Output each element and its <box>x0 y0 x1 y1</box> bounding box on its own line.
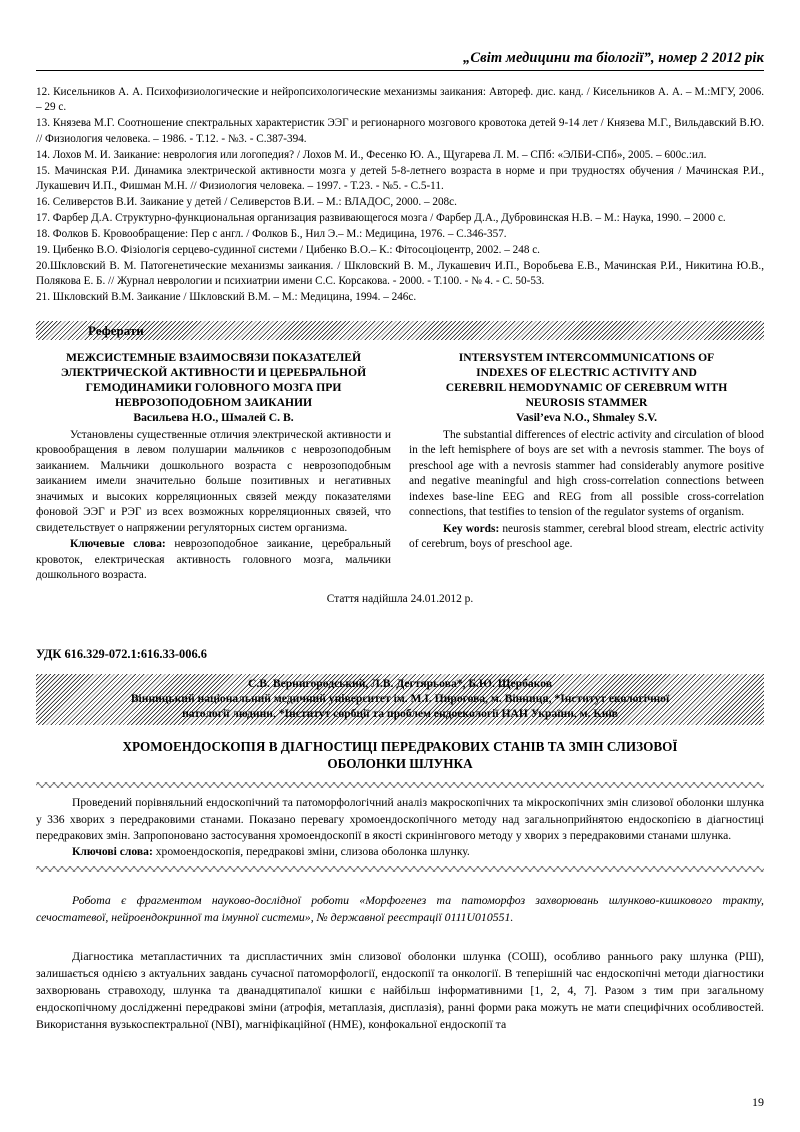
abstract-title-line: INDEXES OF ELECTRIC ACTIVITY AND <box>476 365 697 379</box>
article-abstract-text: Проведений порівняльний ендоскопічний та патоморфологічний аналіз макроскопічних та мікроскопічних змін слизової оболонки шлунка у 336 хворих з передраковими станами. Показано перевагу хромоендоскопічного методу над загальноприйнятою ендоскопією в діагностиці передракових змін. Запропоновано застосування хромоендоскопії в якості скринінгового методу у хворих з передраковими станами шлунка. <box>36 796 764 842</box>
reference-item: 17. Фарбер Д.А. Структурно-функциональная организация развивающегося мозга / Фарбер Д.А., Дубровинская Н.В. – М.: Наука, 1990. – 2000 с. <box>36 212 726 225</box>
keywords-text-ru: неврозоподобное заикание, церебральный кровоток, електрическая активность головного мозга, мальчики дошкольного возраста. <box>36 538 391 582</box>
reference-item: 14. Лохов М. И. Заикание: неврология или логопедия? / Лохов М. И., Фесенко Ю. А., Щугарева Л. М. – СПб: «ЭЛБИ-СПб», 2005. – 600с.:ил. <box>36 148 707 161</box>
abstract-title-en <box>409 350 764 410</box>
article-body: Діагностика метапластичних та диспластичних змін слизової оболонки шлунка (СОШ), особливо раннього раку шлунка (РШ), залишається однією з актуальних завдань сучасної патоморфології, ендоскопії та онкології. В теперішній час ендоскопічні методи діагностики захворювань стравоходу, шлунка та дванадцятипалої кишки є найбільш інформативними [1, 2, 4, 7]. Разом з тим при загальному ендоскопічному дослідженні передракові зміни (атрофія, метаплазія, дисплазія), ранні форми рака можуть не мати специфічних особливостей. Використання вузькоспектральної (NBI), магніфікаційної (HME), конфокальної ендоскопії та <box>36 949 764 1032</box>
section-band-label: Реферати <box>88 322 144 338</box>
abstract-title-line: НЕВРОЗОПОДОБНОМ ЗАИКАНИИ <box>115 396 312 410</box>
abstract-body-en: The substantial differences of electric activity and circulation of blood in the left hemisphere of boys are set with a nevrosis stammer. The boys of preschool age with a nevrosis stammer had considerably anymore positive and negative meaningful and high cross-correlation connections between indexes base-line EEG and REG from all possible cross-correlation connections, that testifies to tension of the regulator systems of organism. <box>409 428 764 519</box>
abstract-authors-en: Vasil’eva N.O., Shmaley S.V. <box>515 411 658 425</box>
reference-item: 15. Мачинская Р.И. Динамика электрической активности мозга у детей 5-8-летнего возраста в норме и при трудностях обучения / Мачинская Р.И., Лукашевич И.П., Фишман М.Н. // Физиология человека. – 1997. - Т.23. - №5. - С.5-11. <box>36 164 764 193</box>
article-author-band <box>36 674 764 725</box>
running-head: „Світ медицини та біології”, номер 2 2012 рік <box>463 50 764 66</box>
page-number: 19 <box>752 1095 764 1109</box>
reference-item: 21. Шкловский В.М. Заикание / Шкловский В.М. – М.: Медицина, 1994. – 246с. <box>36 291 417 304</box>
abstract-rule-top <box>36 782 764 788</box>
article-abstract-ua <box>36 788 764 866</box>
reference-list <box>36 85 764 306</box>
udc-code: УДК 616.329-072.1:616.33-006.6 <box>36 646 207 661</box>
abstract-body-ru: Установлены существенные отличия электрической активности и кровообращения в левом полушарии мальчиков с неврозоподобным заиканием. Мальчики дошкольного возраста с неврозоподобным заиканием имели значительно больше позитивных и негативных значимых и высоких корреляционных связей между показателями фоновой ЭЭГ и РЭГ из всех возможных корреляционных связей, что свидетельствует о напряжении регуляторных систем организма. <box>36 428 391 534</box>
reference-item: 16. Селиверстов В.И. Заикание у детей / Селиверстов В.И. – М.: ВЛАДОС, 2000. – 208с. <box>36 196 457 209</box>
abstract-title-line: CEREBRIL HEMODYNAMIC OF CEREBRUM WITH <box>445 380 728 394</box>
article-title <box>36 738 764 772</box>
abstract-column-en <box>409 350 764 584</box>
abstract-keywords-en <box>409 522 764 553</box>
section-band-abstracts <box>36 321 764 340</box>
abstract-title-ru <box>36 350 391 410</box>
article-keywords <box>36 844 764 860</box>
article-affiliation-line: Вінницький національний медичний університет ім. М.І. Пирогова, м. Вінниця, *Інститут екологічної <box>130 692 670 706</box>
keywords-label-ru: Ключевые слова: <box>70 538 166 551</box>
abstract-title-line: ГЕМОДИНАМИКИ ГОЛОВНОГО МОЗГА ПРИ <box>85 380 342 394</box>
keywords-text-ua: хромоендоскопія, передракові зміни, слизова оболонка шлунку. <box>155 845 470 859</box>
abstract-column-ru <box>36 350 391 584</box>
abstract-rule-bottom <box>36 866 764 872</box>
running-head-rule <box>36 70 764 71</box>
keywords-label-en: Key words: <box>443 522 500 535</box>
article-affiliation-line: патології людини, *Інститут сорбції та проблем ендоекології НАН України, м. Київ <box>182 707 618 721</box>
abstract-title-line: ЭЛЕКТРИЧЕСКОЙ АКТИВНОСТИ И ЦЕРЕБРАЛЬНОЙ <box>60 365 367 379</box>
article-title-line: ОБОЛОНКИ ШЛУНКА <box>327 755 473 771</box>
keywords-text-en: neurosis stammer, cerebral blood stream, electric activity of cerebrum, boys of preschool age. <box>409 522 764 551</box>
keywords-label-ua: Ключові слова: <box>72 845 153 859</box>
abstract-authors-ru: Васильева Н.О., Шмалей С. В. <box>133 411 294 425</box>
abstract-title-line: INTERSYSTEM INTERCOMMUNICATIONS OF <box>458 350 715 364</box>
received-note: Стаття надійшла 24.01.2012 р. <box>326 592 474 605</box>
funding-note: Робота є фрагментом науково-дослідної роботи «Морфогенез та патоморфоз захворювань шлунково-кишкового тракту, сечостатевої, нейроендокринної та імунної системи», № державної реєстрації 0111U010551. <box>36 892 764 924</box>
reference-item: 20.Шкловский В. М. Патогенетические механизмы заикания. / Шкловский В. М., Лукашевич И.П., Воробьева Е.В., Мачинская Р.И., Никитина Ю.В., Полякова Е. Б. // Журнал неврологии и психиатрии имени С.С. Корсакова. - 2000. - Т.100. - № 4. - С. 50-53. <box>36 259 764 288</box>
reference-item: 19. Цибенко В.О. Фізіологія серцево-судинної системи / Цибенко В.О.– К.: Фітосоціоцентр, 2002. – 248 с. <box>36 244 540 257</box>
article-authors: С.В. Вернигородський, Л.В. Дегтярьова*, Б.Ю. Щербаков <box>248 676 552 690</box>
abstract-columns <box>36 350 764 584</box>
reference-item: 12. Кисельников А. А. Психофизиологические и нейропсихологические механизмы заикания: Автореф. дис. канд. / Кисельников А. А. – М.:МГУ, 2006. – 29 с. <box>36 86 764 114</box>
page-content <box>36 0 764 1045</box>
abstract-title-line: МЕЖСИСТЕМНЫЕ ВЗАИМОСВЯЗИ ПОКАЗАТЕЛЕЙ <box>65 350 362 364</box>
article-title-line: ХРОМОЕНДОСКОПІЯ В ДІАГНОСТИЦІ ПЕРЕДРАКОВИХ СТАНІВ ТА ЗМІН СЛИЗОВОЇ <box>122 738 678 754</box>
abstract-keywords-ru <box>36 537 391 584</box>
abstract-title-line: NEUROSIS STAMMER <box>525 396 648 410</box>
reference-item: 18. Фолков Б. Кровообращение: Пер с англ. / Фолков Б., Нил Э.– М.: Медицина, 1976. – С.346-357. <box>36 228 507 241</box>
reference-item: 13. Князева М.Г. Соотношение спектральных характеристик ЭЭГ и регионарного мозгового кровотока детей 9-14 лет / Князева М.Г., Вильдавский В.Ю. // Физиология человека. – 1986. - Т.12. - №3. - С.387-394. <box>36 117 764 145</box>
